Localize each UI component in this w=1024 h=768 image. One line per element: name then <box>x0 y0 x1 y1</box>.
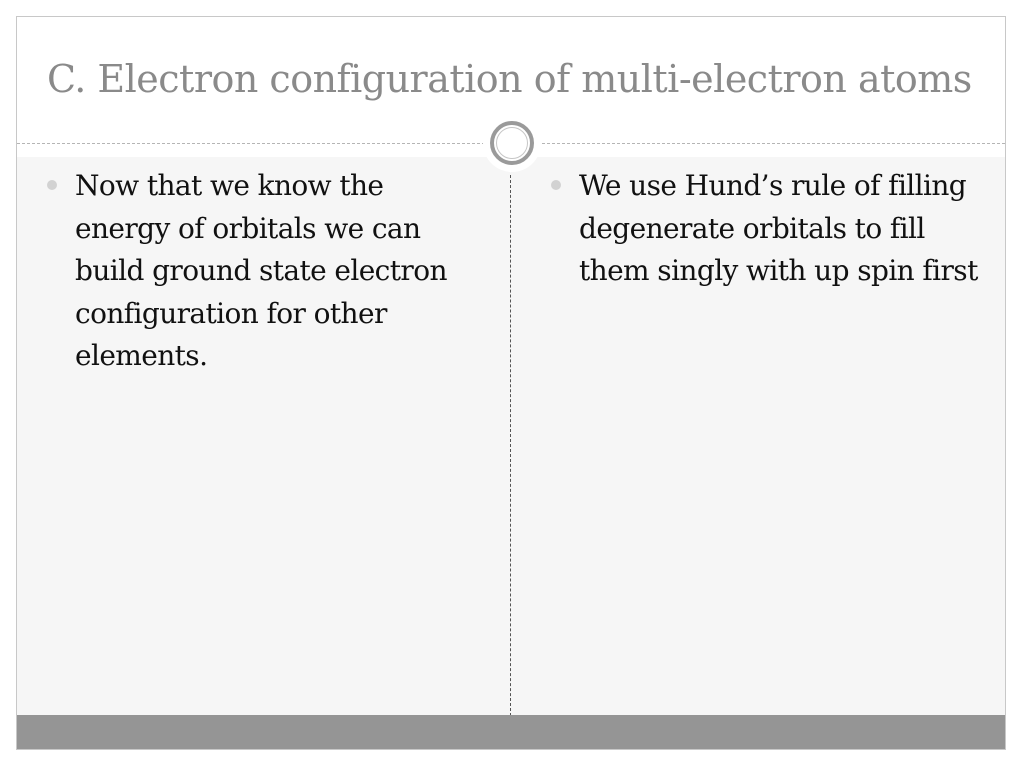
slide <box>16 16 1006 750</box>
left-column <box>45 165 475 378</box>
slide-title: C. Electron configuration of multi-electron atoms <box>47 57 972 101</box>
bullet-item <box>549 165 979 293</box>
right-column <box>549 165 979 293</box>
circle-ornament-icon <box>490 121 534 165</box>
column-divider <box>510 175 511 716</box>
bullet-text: We use Hund’s rule of filling degenerate orbitals to fill them singly with up spin first <box>579 169 978 287</box>
bullet-dot-icon <box>551 180 561 190</box>
bullet-text: Now that we know the energy of orbitals we can build ground state electron configuration for other elements. <box>75 169 447 372</box>
bullet-item <box>45 165 475 378</box>
bullet-dot-icon <box>47 180 57 190</box>
footer-bar <box>17 715 1005 749</box>
